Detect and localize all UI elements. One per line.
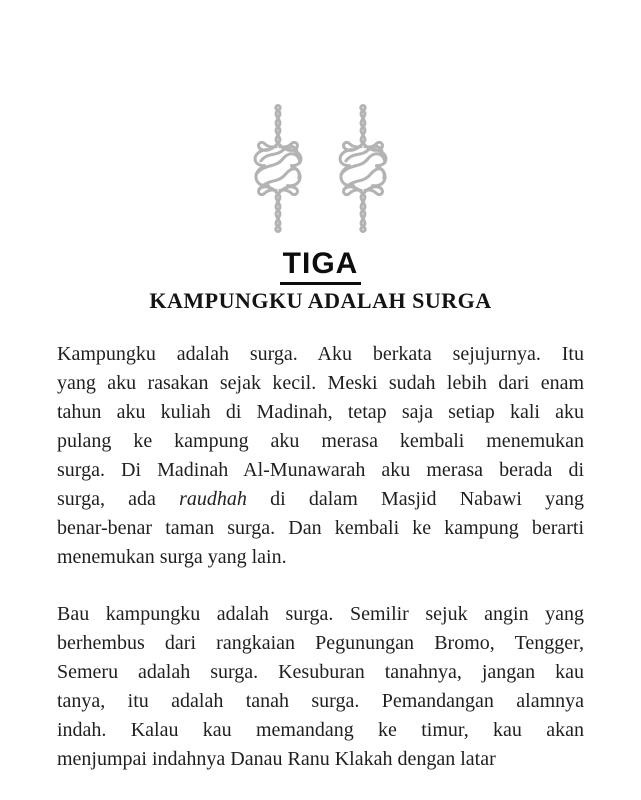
paragraph	[57, 340, 584, 572]
body-text	[57, 340, 584, 774]
text-line: tanya, itu adalah tanah surga. Pemandangan alamnya	[57, 690, 584, 713]
text-line: tahun aku kuliah di Madinah, tetap saja setiap kali aku	[57, 401, 584, 424]
text-line: Bau kampungku adalah surga. Semilir sejuk angin yang	[57, 603, 584, 626]
filigree-knot-ornament-icon	[240, 102, 316, 235]
text-line: Semeru adalah surga. Kesuburan tanahnya, jangan kau	[57, 661, 584, 684]
paragraph	[57, 600, 584, 774]
filigree-knot-ornament-icon	[325, 102, 401, 235]
text-line: surga, ada raudhah di dalam Masjid Nabawi yang	[57, 488, 584, 511]
text-line: berhembus dari rangkaian Pegunungan Bromo, Tengger,	[57, 632, 584, 655]
text-line: menjumpai indahnya Danau Ranu Klakah dengan latar	[57, 748, 496, 771]
chapter-number	[0, 249, 641, 285]
text-line: menemukan surga yang lain.	[57, 546, 287, 569]
ornament-row	[0, 0, 641, 236]
text-line: Kampungku adalah surga. Aku berkata sejujurnya. Itu	[57, 343, 584, 366]
text-line: benar-benar taman surga. Dan kembali ke kampung berarti	[57, 517, 584, 540]
text-line: yang aku rasakan sejak kecil. Meski sudah lebih dari enam	[57, 372, 584, 395]
chapter-number-text: TIGA	[280, 249, 362, 285]
text-line: indah. Kalau kau memandang ke timur, kau akan	[57, 719, 584, 742]
text-line: surga. Di Madinah Al-Munawarah aku merasa berada di	[57, 459, 584, 482]
chapter-title: KAMPUNGKU ADALAH SURGA	[149, 288, 492, 313]
text-line: pulang ke kampung aku merasa kembali menemukan	[57, 430, 584, 453]
